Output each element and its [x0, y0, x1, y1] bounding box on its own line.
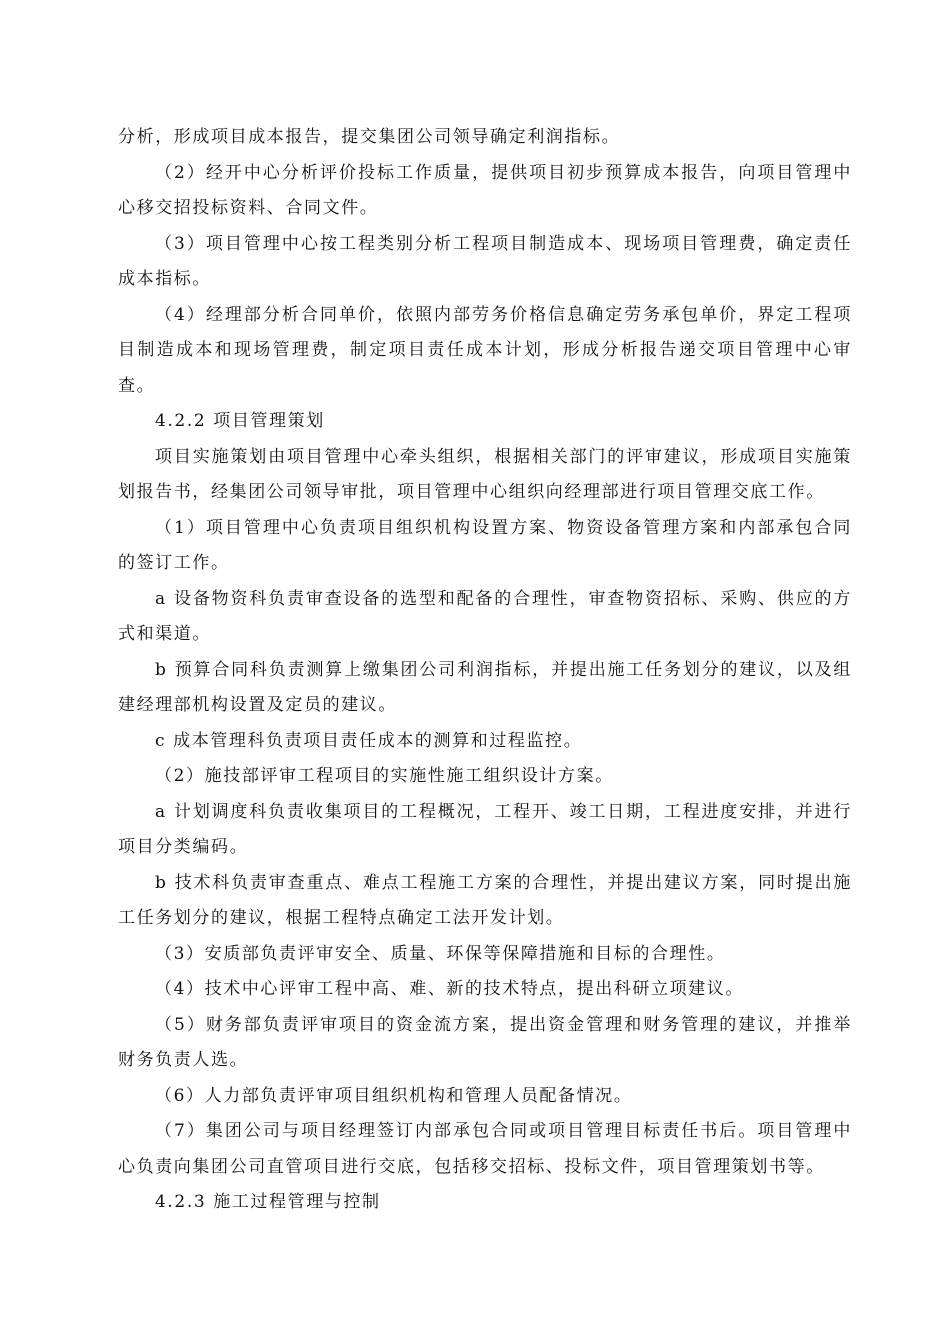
- section-heading-4-2-3: 4.2.3 施工过程管理与控制: [155, 1192, 381, 1212]
- paragraph-continuation: 分析，形成项目成本报告，提交集团公司领导确定利润指标。: [118, 127, 621, 147]
- paragraph-planning-intro: 项目实施策划由项目管理中心牵头组织，根据相关部门的评审建议，形成项目实施策划报告书，经集团公司领导审批，项目管理中心组织向经理部进行项目管理交底工作。: [118, 446, 852, 502]
- paragraph-planning-4: （4）技术中心评审工程中高、难、新的技术特点，提出科研立项建议。: [155, 979, 745, 999]
- paragraph-planning-2b: b 技术科负责审查重点、难点工程施工方案的合理性，并提出建议方案，同时提出施工任务划分的建议，根据工程特点确定工法开发计划。: [118, 872, 852, 928]
- paragraph-planning-1a: a 设备物资科负责审查设备的选型和配备的合理性，审查物资招标、采购、供应的方式和渠道。: [118, 588, 852, 644]
- paragraph-item-3: （3）项目管理中心按工程类别分析工程项目制造成本、现场项目管理费，确定责任成本指标。: [118, 233, 852, 289]
- paragraph-item-2: （2）经开中心分析评价投标工作质量，提供项目初步预算成本报告，向项目管理中心移交招投标资料、合同文件。: [118, 162, 852, 218]
- paragraph-planning-6: （6）人力部负责评审项目组织机构和管理人员配备情况。: [155, 1085, 633, 1106]
- paragraph-planning-1c: c 成本管理科负责项目责任成本的测算和过程监控。: [155, 730, 583, 751]
- paragraph-planning-2: （2）施技部评审工程项目的实施性施工组织设计方案。: [155, 766, 614, 786]
- paragraph-planning-2a: a 计划调度科负责收集项目的工程概况，工程开、竣工日期，工程进度安排，并进行项目分类编码。: [118, 801, 852, 857]
- section-heading-4-2-2: 4.2.2 项目管理策划: [155, 411, 325, 431]
- paragraph-planning-7: （7）集团公司与项目经理签订内部承包合同或项目管理目标责任书后。项目管理中心负责向集团公司直管项目进行交底，包括移交招标、投标文件，项目管理策划书等。: [118, 1121, 852, 1177]
- document-body: [118, 120, 852, 1221]
- paragraph-planning-1: （1）项目管理中心负责项目组织机构设置方案、物资设备管理方案和内部承包合同的签订工作。: [118, 517, 852, 573]
- paragraph-planning-3: （3）安质部负责评审安全、质量、环保等保障措施和目标的合理性。: [155, 943, 726, 964]
- paragraph-planning-1b: b 预算合同科负责测算上缴集团公司利润指标，并提出施工任务划分的建议，以及组建经理部机构设置及定员的建议。: [118, 659, 852, 715]
- paragraph-item-4: （4）经理部分析合同单价，依照内部劳务价格信息确定劳务承包单价，界定工程项目制造成本和现场管理费，制定项目责任成本计划，形成分析报告递交项目管理中心审查。: [118, 304, 852, 396]
- paragraph-planning-5: （5）财务部负责评审项目的资金流方案，提出资金管理和财务管理的建议，并推举财务负责人选。: [118, 1014, 852, 1070]
